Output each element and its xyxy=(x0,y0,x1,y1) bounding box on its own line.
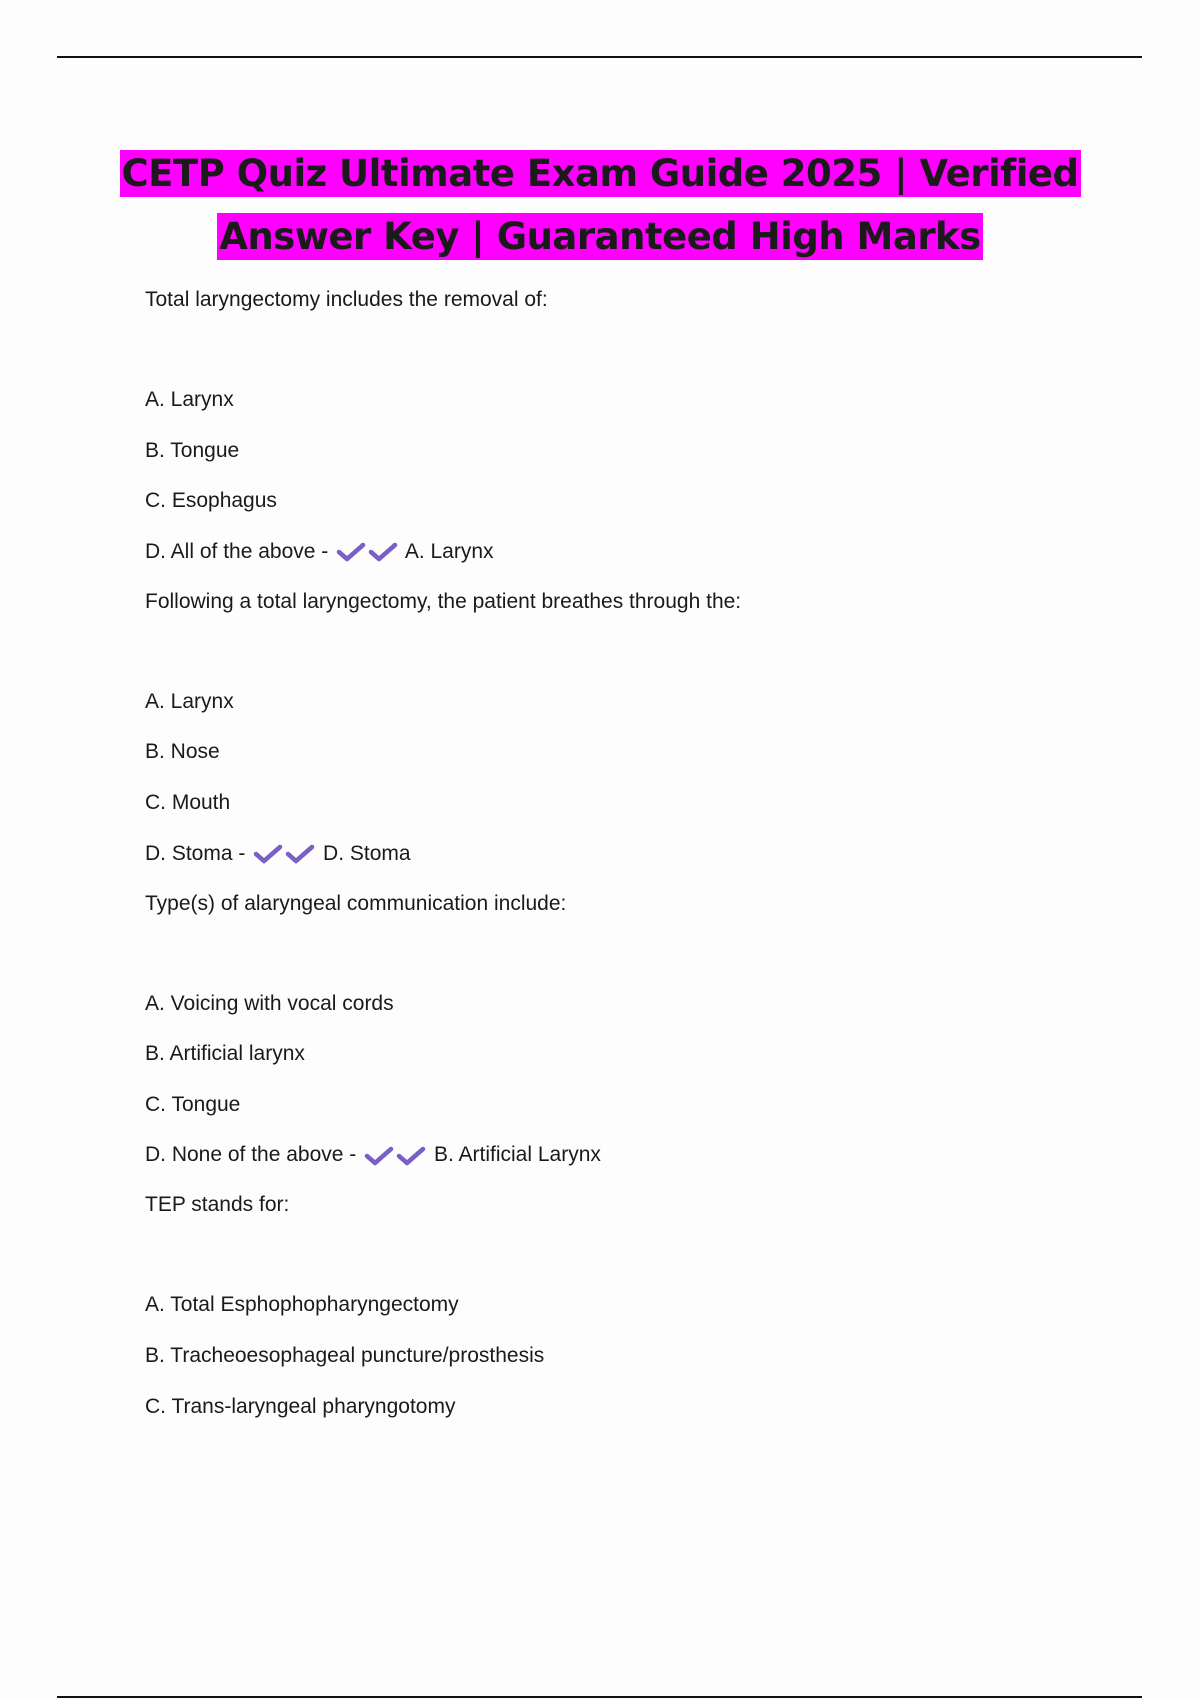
top-rule xyxy=(57,56,1142,58)
title-line-2: Answer Key | Guaranteed High Marks xyxy=(219,215,981,258)
option-a: A. Larynx xyxy=(145,689,234,713)
option-c: C. Esophagus xyxy=(145,489,277,513)
option-b: B. Tracheoesophageal puncture/prosthesis xyxy=(145,1343,545,1367)
correct-answer: A. Larynx xyxy=(404,539,494,563)
quiz-content xyxy=(145,282,1125,1439)
double-check-icon xyxy=(336,541,400,563)
option-c: C. Trans-laryngeal pharyngotomy xyxy=(145,1394,456,1418)
option-a: A. Voicing with vocal cords xyxy=(145,991,394,1015)
option-b: B. Nose xyxy=(145,740,220,764)
option-c: C. Tongue xyxy=(145,1092,241,1116)
option-b: B. Artificial larynx xyxy=(145,1042,305,1066)
title-line-1: CETP Quiz Ultimate Exam Guide 2025 | Verified xyxy=(121,152,1079,195)
bottom-rule xyxy=(57,1696,1142,1698)
correct-answer: B. Artificial Larynx xyxy=(433,1143,601,1167)
double-check-icon xyxy=(364,1145,428,1167)
option-d: D. All of the above - xyxy=(145,539,329,563)
question-prompt: Total laryngectomy includes the removal of: xyxy=(145,288,548,311)
document-title xyxy=(0,142,1200,268)
option-d-with-answer xyxy=(145,1137,1125,1173)
option-a: A. Larynx xyxy=(145,388,234,411)
option-d: D. Stoma - xyxy=(145,841,246,865)
option-c: C. Mouth xyxy=(145,790,231,814)
double-check-icon xyxy=(253,843,317,865)
option-d: D. None of the above - xyxy=(145,1143,357,1167)
option-a: A. Total Esphophopharyngectomy xyxy=(145,1293,459,1317)
option-d-with-answer xyxy=(145,534,1125,570)
question-prompt: Following a total laryngectomy, the patient breathes through the: xyxy=(145,589,742,613)
question-prompt: Type(s) of alaryngeal communication include: xyxy=(145,891,567,915)
option-b: B. Tongue xyxy=(145,438,240,462)
question-prompt: TEP stands for: xyxy=(145,1193,290,1217)
correct-answer: D. Stoma xyxy=(323,841,411,865)
option-d-with-answer xyxy=(145,836,1125,872)
